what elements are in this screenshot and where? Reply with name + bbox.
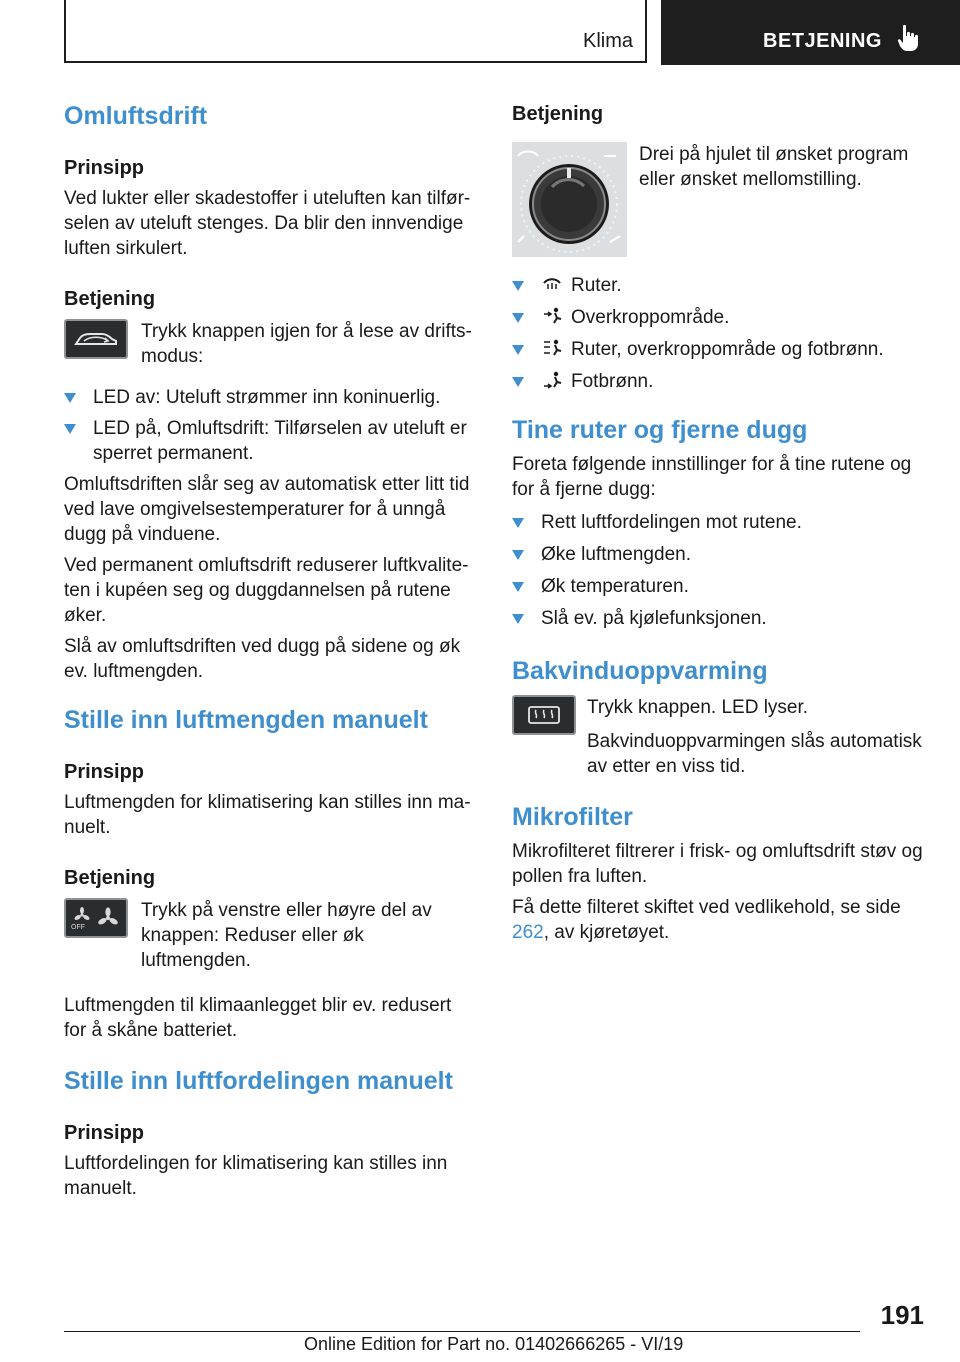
- list-item: LED på, Omluftsdrift: Tilførselen av uteluft er sperret permanent.: [64, 416, 478, 466]
- subheading-prinsipp: Prinsipp: [64, 761, 145, 783]
- figure-caption: Trykk på venstre eller høyre del av knappen: Reduser eller øk luftmengden.: [141, 900, 432, 971]
- left-column: [64, 100, 478, 1201]
- breadcrumb: Klima: [582, 30, 633, 52]
- list-item: Fotbrønn.: [512, 369, 926, 394]
- figure-caption: Trykk knappen igjen for å lese av drifts-modus:: [141, 321, 472, 367]
- bullet-triangle-icon: [512, 345, 524, 355]
- list-item: Overkroppområde.: [512, 305, 926, 330]
- subheading-prinsipp: Prinsipp: [64, 157, 145, 179]
- dial-bullet-list: [512, 273, 926, 394]
- subheading-betjening: Betjening: [512, 103, 604, 125]
- defog-bullet-list: [512, 510, 926, 631]
- footwell-icon: [541, 371, 563, 389]
- windscreen-icon: [541, 275, 563, 293]
- paragraph: Luftfordelingen for klimatisering kan stilles inn manuelt.: [64, 1153, 448, 1199]
- paragraph-rear-defrost-a: Bakvinduoppvarmingen slås automatisk av etter en viss tid.: [587, 731, 922, 777]
- figure-fan-button: [64, 898, 478, 973]
- paragraph: Ved lukter eller skadestoffer i uteluften kan tilfør-selen av uteluft stenges. Da blir den innvendige luften sirkulert.: [64, 188, 471, 259]
- rear-window-heating-icon: [524, 703, 564, 727]
- recirculation-icon: [72, 328, 120, 350]
- fan-button-image: [64, 898, 128, 938]
- section-heading-luftfordeling: Stille inn luftfordelingen manuelt: [64, 1067, 453, 1095]
- air-distribution-dial-image: [512, 142, 627, 257]
- section-heading-omluftsdrift: Omluftsdrift: [64, 102, 208, 130]
- section-tab: [661, 0, 960, 65]
- list-item: Ruter.: [512, 273, 926, 298]
- bullet-triangle-icon: [512, 614, 524, 624]
- subheading-betjening: Betjening: [64, 288, 156, 310]
- paragraph: Luftmengden for klimatisering kan stilles inn ma-nuelt.: [64, 792, 471, 838]
- figure-caption: Drei på hjulet til ønsket program eller ønsket mellomstilling.: [639, 144, 909, 190]
- paragraph: Ved permanent omluftsdrift reduserer luftkvalite-ten i kupéen seg og duggdannelsen på rutene øker.: [64, 555, 469, 626]
- page-number: 191: [880, 1300, 924, 1330]
- bullet-triangle-icon: [512, 550, 524, 560]
- figure-caption: Trykk knappen. LED lyser.: [587, 697, 809, 718]
- paragraph: Mikrofilteret filtrerer i frisk- og omluftsdrift støv og pollen fra luften.: [512, 841, 923, 887]
- footer-divider: [64, 1331, 860, 1332]
- subheading-betjening: Betjening: [64, 867, 156, 889]
- section-heading-mikrofilter: Mikrofilter: [512, 803, 633, 831]
- list-item: Slå ev. på kjølefunksjonen.: [512, 606, 926, 631]
- figure-recirculation: [64, 319, 478, 369]
- bullet-triangle-icon: [512, 377, 524, 387]
- bullet-list: [64, 385, 478, 466]
- list-item: Øke luftmengden.: [512, 542, 926, 567]
- page-reference-link[interactable]: 262: [512, 922, 544, 943]
- all-zones-icon: [541, 339, 563, 357]
- section-heading-bakvinduoppvarming: Bakvinduoppvarming: [512, 657, 768, 685]
- paragraph: Slå av omluftsdriften ved dugg på sidene og øk ev. luftmengden.: [64, 636, 461, 682]
- bullet-triangle-icon: [64, 424, 76, 434]
- list-item: Rett luftfordelingen mot rutene.: [512, 510, 926, 535]
- bullet-triangle-icon: [512, 582, 524, 592]
- paragraph: Luftmengden til klimaanlegget blir ev. redusert for å skåne batteriet.: [64, 995, 452, 1041]
- fan-speed-icon: [68, 905, 124, 931]
- right-column: [512, 100, 926, 945]
- subheading-prinsipp: Prinsipp: [64, 1122, 145, 1144]
- paragraph: Foreta følgende innstillinger for å tine rutene og for å fjerne dugg:: [512, 454, 912, 500]
- bullet-triangle-icon: [512, 281, 524, 291]
- paragraph: Få dette filteret skiftet ved vedlikehold, se side 262, av kjøretøyet.: [512, 897, 901, 943]
- edition-note: Online Edition for Part no. 01402666265 - VI/19: [304, 1334, 684, 1354]
- header-breadcrumb-box: [64, 0, 647, 63]
- paragraph: Omluftsdriften slår seg av automatisk etter litt tid ved lave omgivelsestemperaturer for å unngå dugg på vinduene.: [64, 474, 470, 545]
- upper-body-icon: [541, 307, 563, 325]
- rear-defrost-button-image: [512, 695, 576, 735]
- figure-dial: [512, 142, 926, 257]
- rotary-dial-icon: [512, 142, 627, 257]
- section-title: BETJENING: [763, 30, 882, 52]
- section-heading-tine-ruter: Tine ruter og fjerne dugg: [512, 416, 808, 444]
- hand-pointer-icon: [897, 24, 919, 57]
- bullet-triangle-icon: [64, 393, 76, 403]
- bullet-triangle-icon: [512, 518, 524, 528]
- list-item: Øk temperaturen.: [512, 574, 926, 599]
- section-heading-luftmengde: Stille inn luftmengden manuelt: [64, 706, 428, 734]
- svg-text:OFF: OFF: [71, 924, 85, 931]
- list-item: Ruter, overkroppområde og fotbrønn.: [512, 337, 926, 362]
- list-item: LED av: Uteluft strømmer inn koninuerlig.: [64, 385, 478, 410]
- recirculation-button-image: [64, 319, 128, 359]
- bullet-triangle-icon: [512, 313, 524, 323]
